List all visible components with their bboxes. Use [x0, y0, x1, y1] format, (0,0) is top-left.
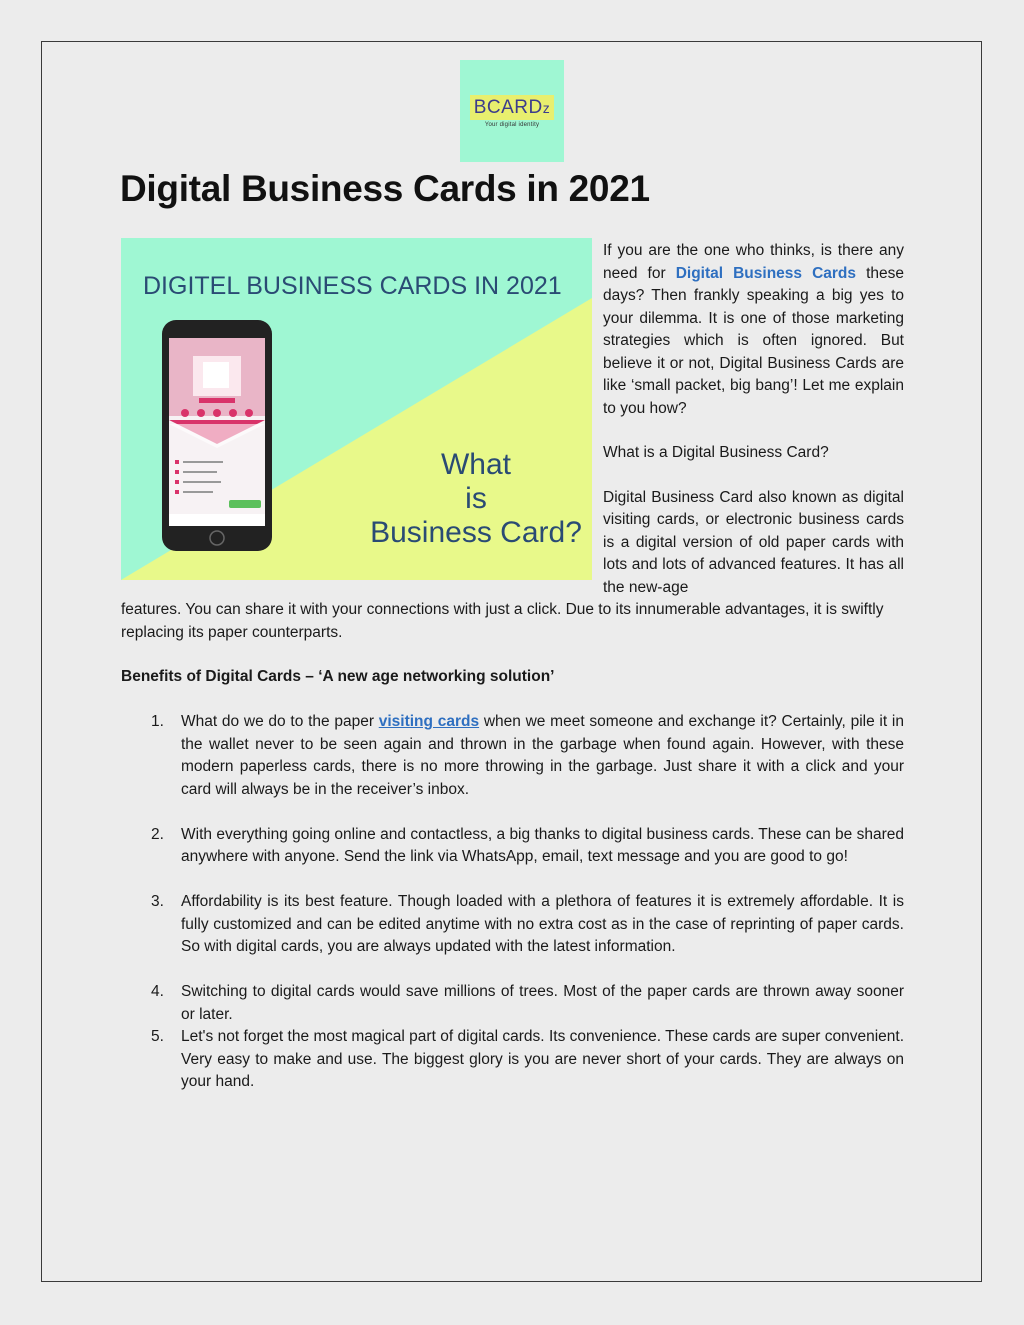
digital-business-cards-link[interactable]: Digital Business Cards: [675, 264, 857, 282]
hero-caption-business-card: Business Card?: [370, 516, 582, 549]
hero-heading: DIGITEL BUSINESS CARDS IN 2021: [143, 272, 562, 300]
logo-wordmark: BCARDz: [470, 95, 555, 120]
benefits-list: [121, 711, 904, 1094]
intro-paragraph: If you are the one who thinks, is there any need for Digital Business Cards these days? Then frankly speaking a big yes to your dilemma. It is one of those marketing strategies which is often ignored. But believe it or not, Digital Business Cards are like ‘small packet, big bang’! Let me explain to you how?: [603, 242, 904, 417]
definition-continued: features. You can share it with your connections with just a click. Due to its innumerable advantages, it is swiftly replacing its paper counterparts.: [121, 601, 884, 641]
list-item: 1. What do we do to the paper visiting cards when we meet someone and exchange it? Certainly, pile it in the wallet never to be seen again and thrown in the garbage when found again. However, with these modern paperless cards, there is no more throwing in the garbage. Just share it with a click and your card will always be in the receiver’s inbox.: [151, 713, 904, 798]
logo-tagline: Your digital identity: [484, 121, 540, 128]
list-item: 4. Switching to digital cards would save millions of trees. Most of the paper cards are thrown away sooner or later.: [151, 983, 904, 1023]
page-title: Digital Business Cards in 2021: [120, 168, 650, 209]
hero-caption-what: What: [440, 448, 512, 481]
list-item: 2. With everything going online and contactless, a big thanks to digital business cards. These can be shared anywhere with anyone. Send the link via WhatsApp, email, text message and you are good to go!: [151, 825, 904, 865]
list-item: 5. Let's not forget the most magical part of digital cards. Its convenience. These cards are super convenient. Very easy to make and use. The biggest glory is you are never short of your cards. They are always on your hand.: [151, 1028, 904, 1090]
bcardz-logo: [460, 60, 564, 162]
benefits-heading: Benefits of Digital Cards – ‘A new age networking solution’: [121, 668, 555, 685]
definition-paragraph: Digital Business Card also known as digital visiting cards, or electronic business cards is a digital version of old paper cards with lots and lots of advanced features. It has all the new-age: [603, 488, 904, 596]
phone-illustration: [162, 320, 272, 551]
hero-caption-is: is: [465, 482, 487, 515]
intro-column: [603, 240, 904, 599]
hero-image: [121, 238, 592, 580]
document-page: [41, 41, 982, 1282]
visiting-cards-link[interactable]: visiting cards: [378, 713, 480, 730]
list-item: 3. Affordability is its best feature. Though loaded with a plethora of features it is extremely affordable. It is fully customized and can be edited anytime with no extra cost as in the case of reprinting of paper cards. So with digital cards, you are always updated with the latest information.: [151, 893, 904, 955]
question-paragraph: What is a Digital Business Card?: [603, 444, 829, 461]
